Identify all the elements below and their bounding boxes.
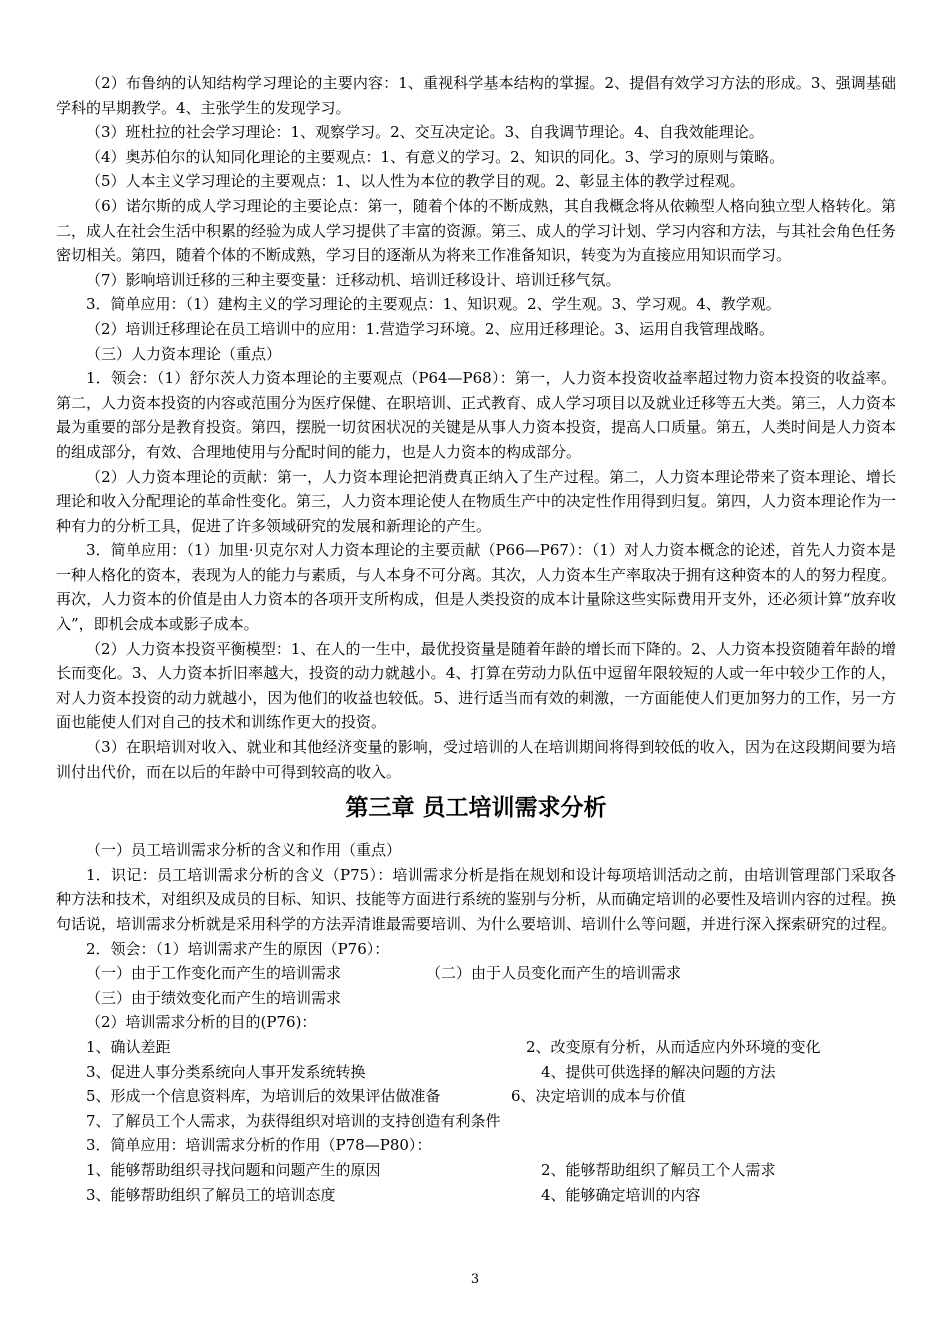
list-item: 7、了解员工个人需求，为获得组织对培训的支持创造有利条件 <box>86 1111 501 1130</box>
list-item: 6、决定培训的成本与价值 <box>511 1087 686 1106</box>
roles-row <box>56 1158 896 1183</box>
paragraph: （4）奥苏伯尔的认知同化理论的主要观点：1、有意义的学习。2、知识的同化。3、学习的原则与策略。 <box>86 147 785 166</box>
page-number: 3 <box>470 1272 480 1287</box>
list-item: 3、能够帮助组织了解员工的培训态度 <box>86 1185 336 1204</box>
list-item: 2、能够帮助组织了解员工个人需求 <box>541 1160 776 1179</box>
list-item: 1、能够帮助组织寻找问题和问题产生的原因 <box>86 1160 381 1179</box>
paragraph: （3）在职培训对收入、就业和其他经济变量的影响，受过培训的人在培训期间将得到较低的收入，因为在这段期间要为培训付出代价，而在以后的年龄中可得到较高的收入。 <box>56 738 896 781</box>
roles-row <box>56 1183 896 1208</box>
list-item: 4、能够确定培训的内容 <box>541 1185 701 1204</box>
paragraph: 1．领会：（1）舒尔茨人力资本理论的主要观点（P64—P68）：第一，人力资本投资收益率超过物力资本投资的收益率。第二，人力资本投资的内容或范围分为医疗保健、在职培训、正式教育、成人学习项目以及就业迁移等五大类。第三，人力资本最为重要的部分是教育投资。第四，摆脱一切贫困状况的关键是从事人力资本投资，提高人口质量。第五，人类时间是人力资本的组成部分，有效、合理地使用与分配时间的能力，也是人力资本的构成部分。 <box>56 369 897 461</box>
paragraph: （2）布鲁纳的认知结构学习理论的主要内容：1、重视科学基本结构的掌握。2、提倡有效学习方法的形成。3、强调基础学科的早期教学。4、主张学生的发现学习。 <box>56 74 896 117</box>
subsection-heading: 3．简单应用：培训需求分析的作用（P78—P80）： <box>86 1136 432 1155</box>
paragraph: （7）影响培训迁移的三种主要变量：迁移动机、培训迁移设计、培训迁移气氛。 <box>86 270 621 289</box>
paragraph: 3．简单应用：（1）建构主义的学习理论的主要观点：1、知识观。2、学生观。3、学习观。4、教学观。 <box>86 295 781 314</box>
paragraph: （3）班杜拉的社会学习理论：1、观察学习。2、交互决定论。3、自我调节理论。4、自我效能理论。 <box>86 123 764 142</box>
document-page <box>56 71 896 1207</box>
list-item: （二）由于人员变化而产生的培训需求 <box>426 964 682 983</box>
paragraph: 2．领会：（1）培训需求产生的原因（P76）： <box>86 939 390 958</box>
paragraph: （2）人力资本理论的贡献：第一，人力资本理论把消费真正纳入了生产过程。第二，人力资本理论带来了资本理论、增长理论和收入分配理论的革命性变化。第三，人力资本理论使人在物质生产中的决定性作用得到归复。第四，人力资本理论作为一种有力的分析工具，促进了许多领域研究的发展和新理论的产生。 <box>56 467 897 535</box>
section-heading: （一）员工培训需求分析的含义和作用（重点） <box>86 841 402 860</box>
paragraph: （2）培训迁移理论在员工培训中的应用：1.营造学习环境。2、应用迁移理论。3、运用自我管理战略。 <box>86 319 774 338</box>
list-item: 3、促进人事分类系统向人事开发系统转换 <box>86 1062 366 1081</box>
paragraph: （5）人本主义学习理论的主要观点：1、以人性为本位的教学目的观。2、彰显主体的教学过程观。 <box>86 172 745 191</box>
list-item: 1、确认差距 <box>86 1037 171 1056</box>
chapter-title: 第三章 员工培训需求分析 <box>345 795 607 822</box>
list-item: 2、改变原有分析，从而适应内外环境的变化 <box>526 1037 821 1056</box>
purpose-row <box>56 1060 896 1085</box>
causes-row <box>56 961 896 986</box>
list-item: （一）由于工作变化而产生的培训需求 <box>86 964 342 983</box>
paragraph: 3．简单应用：（1）加里·贝克尔对人力资本理论的主要贡献（P66—P67）：（1）对人力资本概念的论述，首先人力资本是一种人格化的资本，表现为人的能力与素质，与人本身不可分离。其次，人力资本生产率取决于拥有这种资本的人的努力程度。再次，人力资本的价值是由人力资本的各项开支所构成，但是人类投资的成本计量除这些实际费用开支外，还必须计算“放弃收入”，即机会成本或影子成本。 <box>56 541 897 634</box>
list-item: （三）由于绩效变化而产生的培训需求 <box>86 988 342 1007</box>
paragraph: （6）诺尔斯的成人学习理论的主要论点：第一，随着个体的不断成熟，其自我概念将从依赖型人格向独立型人格转化。第二，成人在社会生活中积累的经验为成人学习提供了丰富的资源。第三、成人的学习计划、学习内容和方法，与其社会角色任务密切相关。第四，随着个体的不断成熟，学习目的逐渐从为将来工作准备知识，转变为为直接应用知识而学习。 <box>56 196 897 265</box>
purpose-row <box>56 1035 896 1060</box>
subsection-heading: （2）培训需求分析的目的(P76)： <box>86 1013 317 1032</box>
paragraph: 1．识记：员工培训需求分析的含义（P75）：培训需求分析是指在规划和设计每项培训活动之前，由培训管理部门采取各种方法和技术，对组织及成员的目标、知识、技能等方面进行系统的鉴别与分析，从而确定培训的必要性及培训内容的过程。换句话说，培训需求分析就是采用科学的方法弄清谁最需要培训、为什么要培训、培训什么等问题，并进行深入探索研究的过程。 <box>56 865 897 933</box>
section-heading: （三）人力资本理论（重点） <box>86 344 282 363</box>
paragraph: （2）人力资本投资平衡模型：1、在人的一生中，最优投资量是随着年龄的增长而下降的。2、人力资本投资随着年龄的增长而变化。3、人力资本折旧率越大，投资的动力就越小。4、打算在劳动力队伍中逗留年限较短的人或一年中较少工作的人，对人力资本投资的动力就越小，因为他们的收益也较低。5、进行适当而有效的刺激，一方面能使人们更加努力的工作，另一方面也能使人们对自己的技术和训练作更大的投资。 <box>56 639 896 732</box>
list-item: 4、提供可供选择的解决问题的方法 <box>541 1062 776 1081</box>
list-item: 5、形成一个信息资料库，为培训后的效果评估做准备 <box>86 1087 441 1106</box>
purpose-row <box>56 1084 896 1109</box>
